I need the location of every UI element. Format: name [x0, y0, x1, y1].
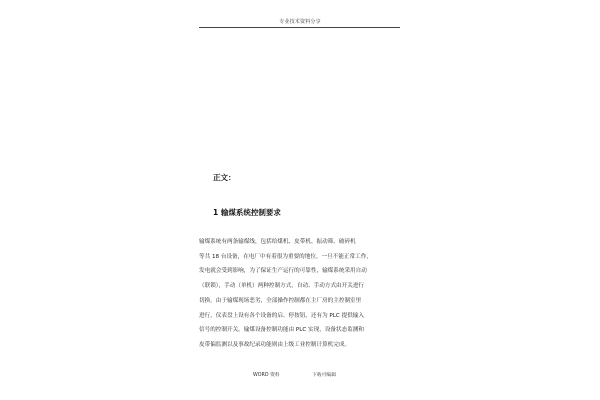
body-line: 皮带偏监测以及事故纪录功能则由上级工业控制计算机完成。 [199, 341, 351, 348]
page-header: 专业技术资料分享 [279, 19, 321, 25]
body-line: 输煤系统有两条输煤线，包括给煤机、皮带机、振动筛、破碎机 [199, 239, 356, 245]
body-line: 切换。由于输煤现场恶劣，全部操作控制都在主厂房的主控制室里 [199, 297, 362, 304]
body-paragraph [199, 235, 401, 353]
subsection-heading: 1 输煤系统控制要求 [213, 208, 281, 217]
body-line: 信号的控制开关。输煤设备控制功能由 PLC 实现，设备状态监测和 [199, 327, 364, 334]
footer-left-label: WORD 资料 [253, 373, 280, 378]
section-heading: 正文： [213, 173, 236, 182]
body-line: 等共 18 台设备，在电厂中有着很为重要的地位，一旦不能正常工作， [199, 253, 372, 260]
body-line: 进行，仪表盘上设有各个设备的启、停按钮，还有为 PLC 提供输入 [199, 312, 364, 319]
body-line: （联锁），手动（单机）两种控制方式，自动、手动方式由开关进行 [199, 283, 365, 290]
body-line: 发电就会受到影响，为了保证生产运行的可靠性，输煤系统采用自动 [199, 268, 367, 275]
header-divider [199, 27, 400, 28]
footer-right-label: 下载可编辑 [312, 373, 336, 378]
